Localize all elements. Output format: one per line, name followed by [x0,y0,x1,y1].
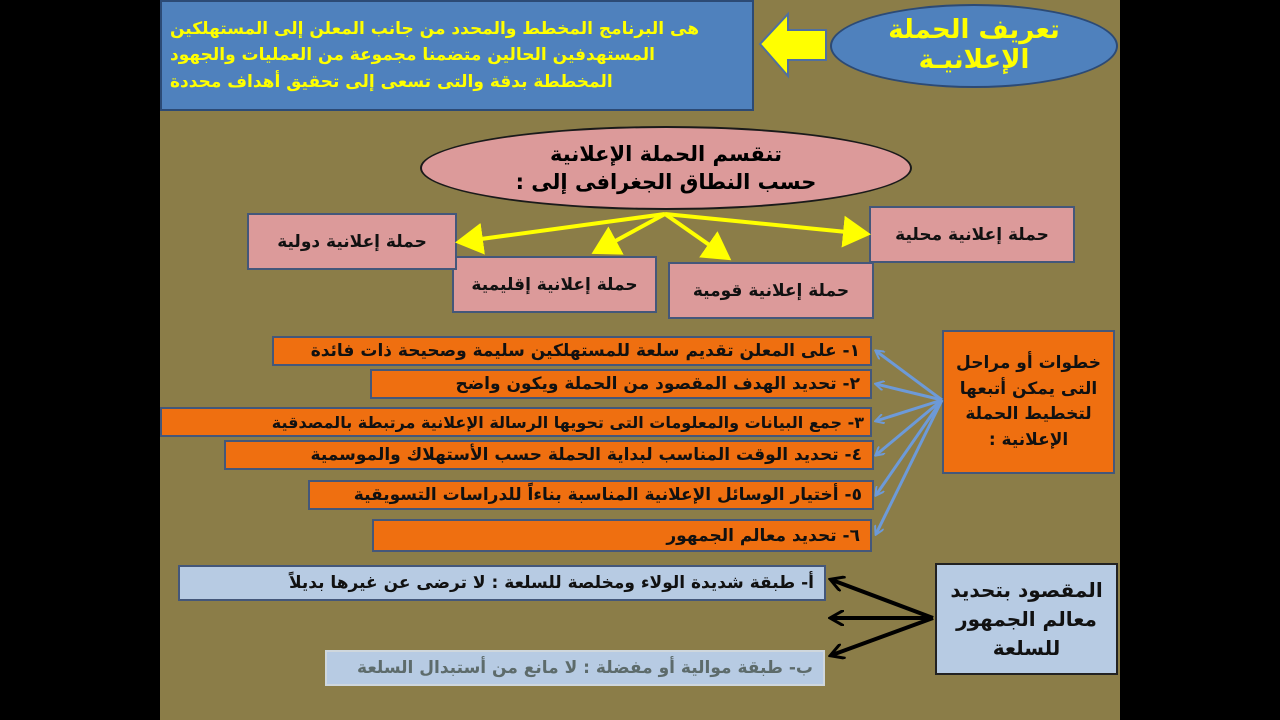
division-title-line2: حسب النطاق الجغرافى إلى : [515,170,817,194]
steps-heading-line2: التى يمكن أتبعها [959,378,1098,399]
step-item-5-text: ٥- أختيار الوسائل الإعلانية المناسبة بناءاً للدراسات التسويقية [353,485,862,505]
campaign-type-national-label: حملة إعلانية قومية [692,280,850,301]
definition-title-line2: الإعلانيـة [918,45,1030,75]
yellow-branch-arrows [459,214,867,258]
division-title-line1: تنقسم الحملة الإعلانية [550,141,782,166]
audience-item-a-text: أ- طبقة شديدة الولاء ومخلصة للسلعة : لا ترضى عن غيرها بديلاً [288,573,814,593]
step-item-2-text: ٢- تحديد الهدف المقصود من الحملة ويكون واضح [455,374,860,394]
step-item-4-text: ٤- تحديد الوقت المناسب لبداية الحملة حسب الأستهلاك والموسمية [310,445,862,465]
campaign-type-international-label: حملة إعلانية دولية [277,231,427,252]
black-audience-arrows [832,580,933,655]
slide [160,0,1120,720]
campaign-type-regional-label: حملة إعلانية إقليمية [471,274,638,295]
audience-item-b-text: ب- طبقة موالية أو مفضلة : لا مانع من أستبدال السلعة [357,658,813,678]
yellow-left-arrow-icon [760,14,826,76]
audience-heading-line3: للسلعة [992,635,1061,660]
blue-step-arrows [876,351,942,534]
definition-title-line1: تعريف الحملة [888,15,1060,46]
step-item-6-text: ٦- تحديد معالم الجمهور [666,525,860,546]
definition-text-line2: المستهدفين الحالين متضمنا مجموعة من العمليات والجهود [170,45,655,66]
definition-text-line1: هى البرنامج المخطط والمحدد من جانب المعلن إلى المستهلكين [170,18,700,39]
definition-text-line3: المخططة بدقة والتى تسعى إلى تحقيق أهداف محددة [170,71,613,92]
campaign-type-local-label: حملة إعلانية محلية [895,224,1049,245]
steps-heading-line4: الإعلانية : [988,429,1069,450]
steps-heading-line3: لتخطيط الحملة [965,404,1092,424]
audience-heading-line1: المقصود بتحديد [950,577,1103,602]
step-item-3-text: ٣- جمع البيانات والمعلومات التى تحويها الرسالة الإعلانية مرتبطة بالمصدقية [271,412,864,432]
audience-heading-line2: معالم الجمهور [956,606,1097,631]
arrows-overlay [160,0,1120,720]
step-item-1-text: ١- على المعلن تقديم سلعة للمستهلكين سليمة وصحيحة ذات فائدة [310,341,860,361]
steps-heading-line1: خطوات أو مراحل [956,353,1101,373]
